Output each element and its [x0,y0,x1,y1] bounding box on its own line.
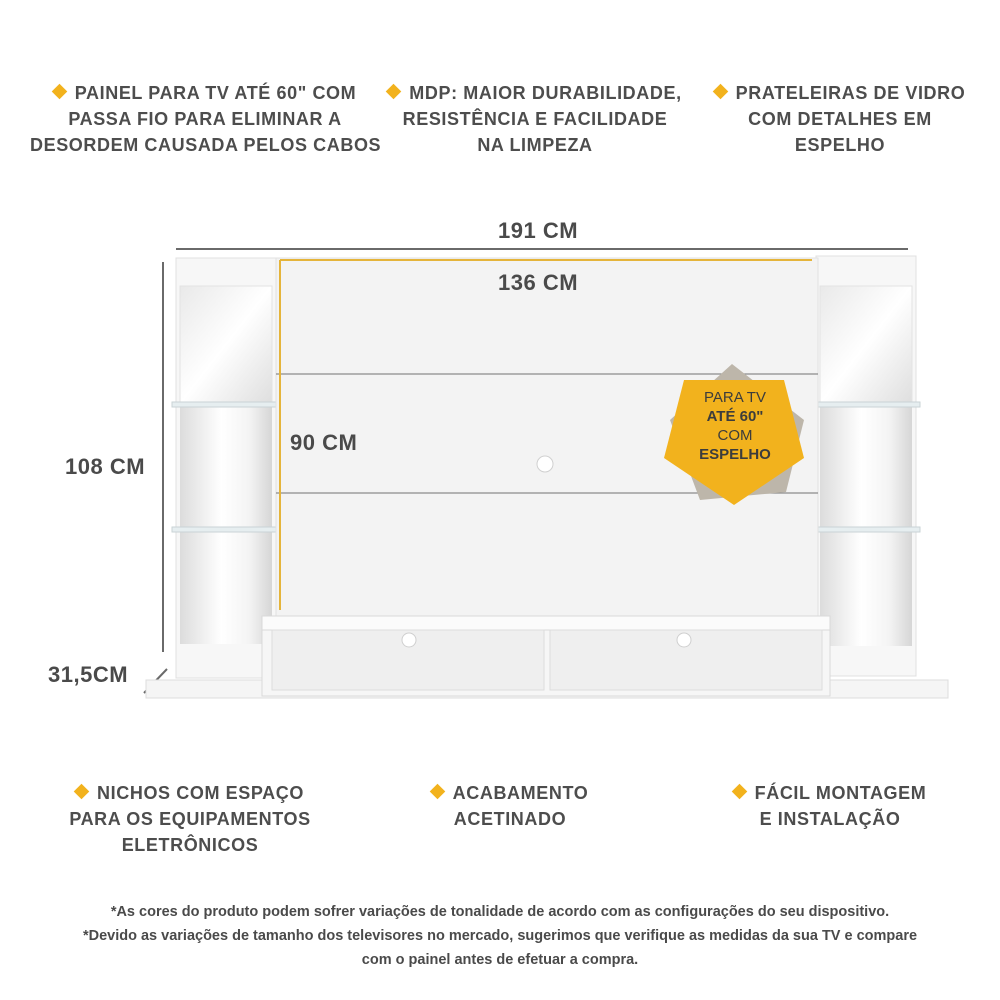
left-mirror-low [180,532,272,644]
diamond-bullet-icon [731,784,747,800]
cable-hole-icon [537,456,553,472]
diamond-bullet-icon [429,784,445,800]
right-glass-shelf-1 [816,402,920,407]
total-height-label: 108 CM [65,454,146,479]
feature-easy-assembly: FÁCIL MONTAGEM E INSTALAÇÃO [710,780,950,832]
size-disclaimer: *Devido as variações de tamanho dos televisores no mercado, sugerimos que verifique as medidas da sua TV e compare com o painel antes de efetuar a compra. [82,928,918,968]
left-mirror-mid [180,406,272,530]
rack-top [262,616,830,630]
left-glass-shelf-1 [172,402,276,407]
feature-mdp-durability: MDP: MAIOR DURABILIDADE, RESISTÊNCIA E FACILIDADE NA LIMPEZA [375,80,695,158]
total-width-label: 191 CM [498,218,579,243]
feature-tv-cable-pass: PAINEL PARA TV ATÉ 60" COM PASSA FIO PARA ELIMINAR A DESORDEM CAUSADA PELOS CABOS [30,83,382,155]
right-mirror-low [820,532,912,646]
diamond-bullet-icon [74,784,90,800]
depth-label: 31,5CM [48,662,129,687]
feature-glass-shelves: PRATELEIRAS DE VIDRO COM DETALHES EM ESPELHO [710,80,970,158]
right-mirror-mid [820,406,912,530]
left-glass-shelf-2 [172,527,276,532]
panel-height-label: 90 CM [290,430,358,455]
inner-width-label: 136 CM [498,270,579,295]
feature-equipment-niches: NICHOS COM ESPAÇO PARA OS EQUIPAMENTOS ELETRÔNICOS [69,783,311,855]
left-niche-top [180,286,272,404]
rack-cable-hole-right-icon [677,633,691,647]
color-disclaimer: *As cores do produto podem sofrer variações de tonalidade de acordo com as configurações do seu dispositivo. [110,904,890,920]
rack-cable-hole-left-icon [402,633,416,647]
right-niche-top [820,286,912,404]
badge-tv-60-mirror: PARA TV ATÉ 60" COM ESPELHO [699,389,771,463]
feature-satin-finish: ACABAMENTO ACETINADO [410,780,610,832]
right-glass-shelf-2 [816,527,920,532]
